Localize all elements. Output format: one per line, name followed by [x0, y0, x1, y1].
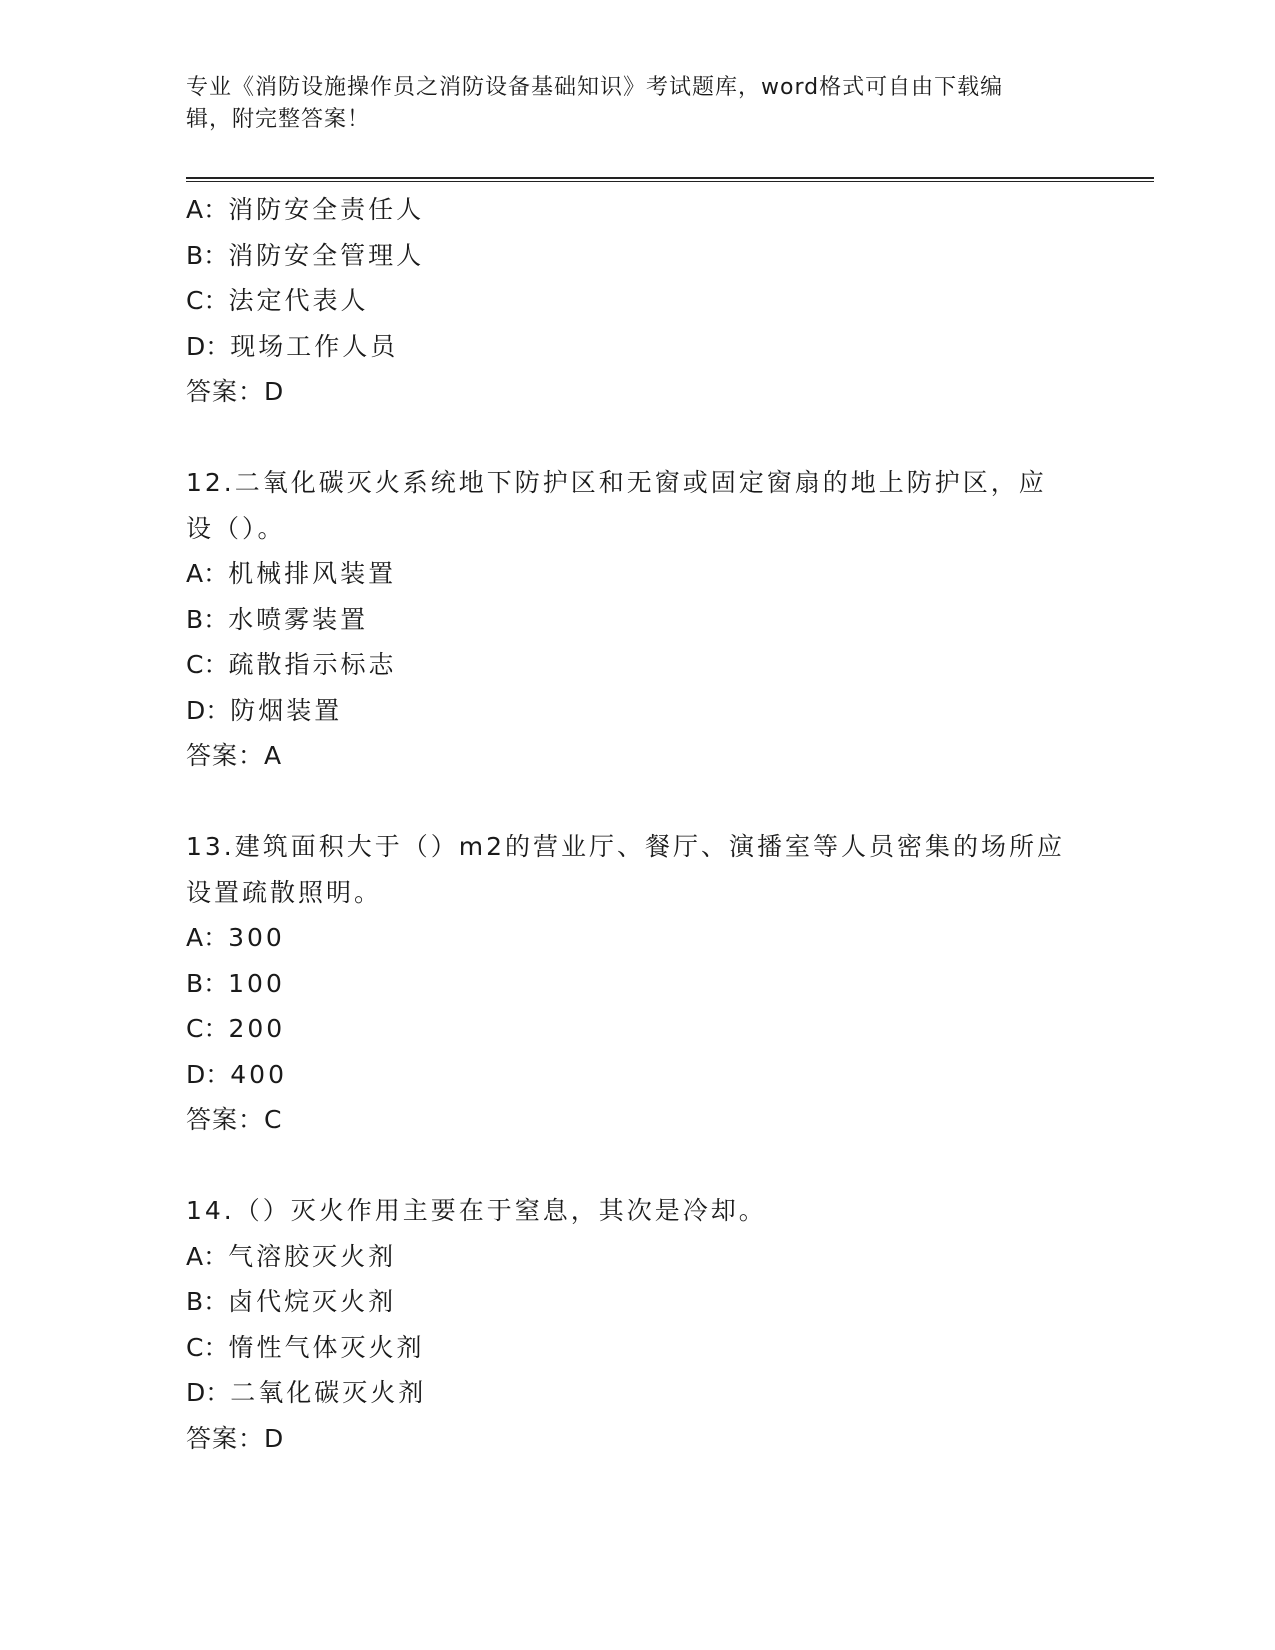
question-list [186, 187, 1086, 1461]
document-header [186, 72, 1066, 136]
spacer [186, 779, 1086, 825]
option-a: A：气溶胶灭火剂 [186, 1241, 397, 1271]
question-stem-cont: 设（）。 [186, 513, 286, 543]
question-12 [186, 460, 1086, 779]
option-b: B：卤代烷灭火剂 [186, 1287, 397, 1316]
question-stem: 14.（）灭火作用主要在于窒息，其次是冷却。 [186, 1196, 767, 1225]
question-13 [186, 824, 1086, 1143]
answer: 答案：D [186, 377, 285, 406]
option-a: A：机械排风装置 [186, 559, 397, 588]
option-d: D：400 [186, 1059, 287, 1089]
option-d: D：防烟装置 [186, 695, 343, 725]
header-line-1: 专业《消防设施操作员之消防设备基础知识》考试题库，word格式可自由下载编 [186, 75, 1004, 100]
option-d: D：现场工作人员 [186, 331, 399, 361]
spacer [186, 1143, 1086, 1189]
answer: 答案：A [186, 741, 283, 770]
option-b: B：消防安全管理人 [186, 240, 425, 270]
option-a: A：消防安全责任人 [186, 195, 425, 224]
question-14 [186, 1188, 1086, 1461]
header-divider [186, 177, 1154, 182]
option-c: C：法定代表人 [186, 286, 369, 315]
answer: 答案：D [186, 1423, 285, 1453]
question-stem: 13.建筑面积大于（）m2的营业厅、餐厅、演播室等人员密集的场所应 [186, 832, 1066, 861]
answer: 答案：C [186, 1105, 283, 1134]
header-line-2: 辑，附完整答案！ [186, 107, 371, 132]
question-stem-cont: 设置疏散照明。 [186, 877, 383, 907]
spacer [186, 415, 1086, 461]
option-c: C：疏散指示标志 [186, 650, 397, 679]
question-stem: 12.二氧化碳灭火系统地下防护区和无窗或固定窗扇的地上防护区，应 [186, 468, 1047, 497]
option-b: B：100 [186, 968, 285, 998]
option-a: A：300 [186, 923, 285, 952]
option-c: C：惰性气体灭火剂 [186, 1332, 425, 1362]
question-11 [186, 187, 1086, 415]
option-c: C：200 [186, 1014, 286, 1043]
option-d: D：二氧化碳灭火剂 [186, 1378, 427, 1407]
option-b: B：水喷雾装置 [186, 604, 369, 634]
